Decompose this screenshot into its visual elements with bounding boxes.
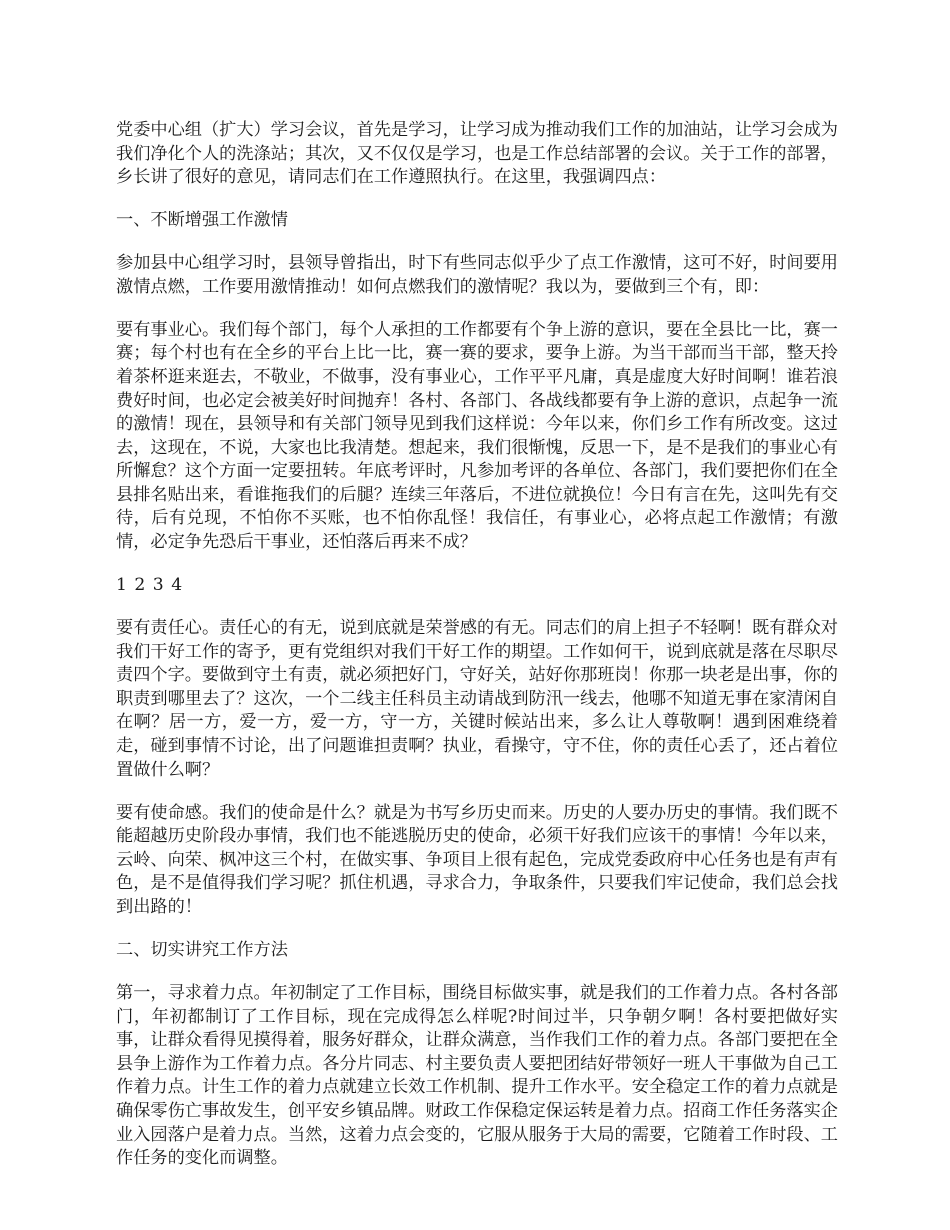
paragraph-mission: 要有使命感。我们的使命是什么？就是为书写乡历史而来。历史的人要办历史的事情。我们既不能超越历史阶段办事情，我们也不能逃脱历史的使命，必须干好我们应该干的事情！今年以来，云岭、向荣、枫冲这三个村，在做实事、争项目上很有起色，完成党委政府中心任务也是有声有色，是不是值得我们学习呢？抓住机遇，寻求合力，争取条件，只要我们牢记使命，我们总会找到出路的！ — [116, 802, 838, 917]
paragraph-responsibility: 要有责任心。责任心的有无，说到底就是荣誉感的有无。同志们的肩上担子不轻啊！既有群众对我们干好工作的寄予，更有党组织对我们干好工作的期望。工作如何干，说到底就是落在尽职尽责四个字。要做到守土有责，就必须把好门，守好关，站好你那班岗！你那一块老是出事，你的职责到哪里去了？这次，一个二线主任科员主动请战到防汛一线去，他哪不知道无事在家清闲自在啊？居一方，爱一方，爱一方，守一方，关键时候站出来，多么让人尊敬啊！遇到困难绕着走，碰到事情不讨论，出了问题谁担责啊？执业，看操守，守不住，你的责任心丢了，还占着位置做什么啊？ — [116, 618, 838, 780]
paragraph-career: 要有事业心。我们每个部门，每个人承担的工作都要有个争上游的意识，要在全县比一比，赛一赛；每个村也有在全乡的平台上比一比，赛一赛的要求，要争上游。为当干部而当干部，整天拎着茶杯逛来逛去，不敬业，不做事，没有事业心，工作平平凡庸，真是虚度大好时间啊！谁若浪费好时间，也必定会被美好时间抛弃！各村、各部门、各战线都要有争上游的意识，点起争一流的激情！现在，县领导和有关部门领导见到我们这样说：今年以来，你们乡工作有所改变。这过去，这现在，不说，大家也比我清楚。想起来，我们很惭愧，反思一下，是不是我们的事业心有所懈怠？这个方面一定要扭转。年底考评时，凡参加考评的各单位、各部门，我们要把你们在全县排名贴出来，看谁拖我们的后腿？连续三年落后，不进位就换位！今日有言在先，这叫先有交待，后有兑现，不怕你不买账，也不怕你乱怪！我信任，有事业心，必将点起工作激情；有激情，必定争先恐后干事业，还怕落后再来不成？ — [116, 319, 838, 553]
document-body — [116, 119, 838, 1190]
page-numbers: 1 2 3 4 — [116, 575, 184, 596]
paragraph-passion: 参加县中心组学习时，县领导曾指出，时下有些同志似乎少了点工作激情，这可不好，时间要用激情点燃，工作要用激情推动！如何点燃我们的激情呢？我以为，要做到三个有，即： — [116, 253, 838, 297]
intro-paragraph: 党委中心组（扩大）学习会议，首先是学习，让学习成为推动我们工作的加油站，让学习会成为我们净化个人的洗涤站；其次，又不仅仅是学习，也是工作总结部署的会议。关于工作的部署，乡长讲了很好的意见，请同志们在工作遵照执行。在这里，我强调四点： — [116, 120, 838, 188]
section-heading-1: 一、不断增强工作激情 — [116, 210, 288, 231]
section-heading-2: 二、切实讲究工作方法 — [116, 939, 288, 960]
paragraph-focus-point: 第一，寻求着力点。年初制定了工作目标，围绕目标做实事，就是我们的工作着力点。各村各部门，年初都制订了工作目标，现在完成得怎么样呢?时间过半，只争朝夕啊！各村要把做好实事，让群众看得见摸得着，服务好群众，让群众满意，当作我们工作的着力点。各部门要把在全县争上游作为工作着力点。各分片同志、村主要负责人要把团结好带领好一班人干事做为自己工作着力点。计生工作的着力点就建立长效工作机制、提升工作水平。安全稳定工作的着力点就是确保零伤亡事故发生，创平安乡镇品牌。财政工作保稳定保运转是着力点。招商工作任务落实企业入园落户是着力点。当然，这着力点会变的，它服从服务于大局的需要，它随着工作时段、工作任务的变化而调整。 — [116, 982, 838, 1169]
